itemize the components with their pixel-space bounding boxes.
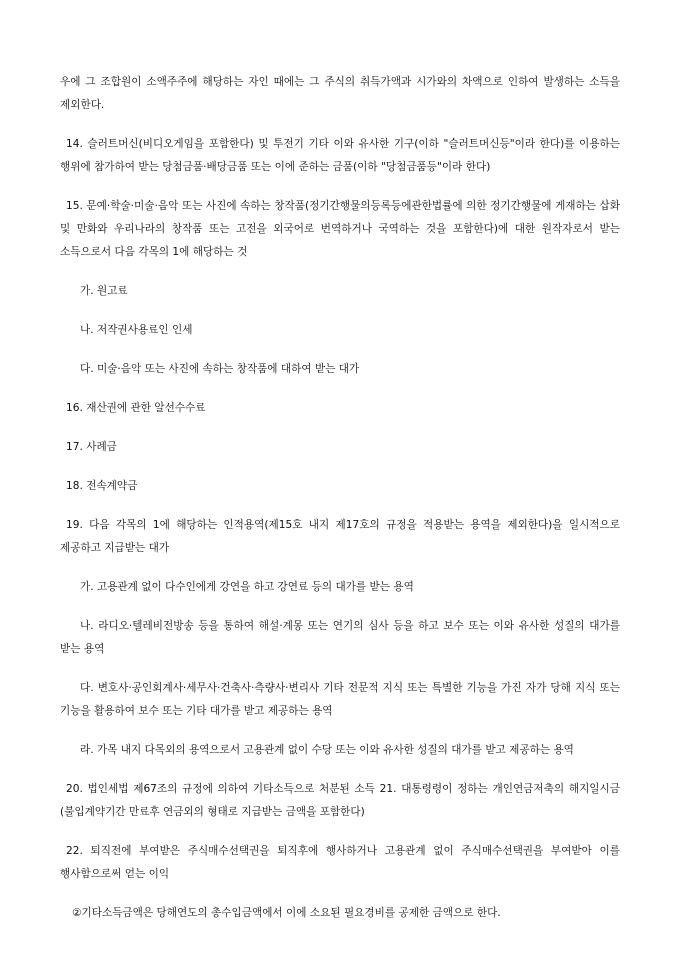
item-17: 17. 사례금: [66, 441, 117, 453]
clause-2: ②기타소득금액은 당해연도의 총수입금액에서 이에 소요된 필요경비를 공제한 금액으로 한다.: [72, 907, 501, 919]
item-15-na: 나. 저작권사용료인 인세: [80, 324, 193, 336]
item-19-ra: 라. 가목 내지 다목외의 용역으로서 고용관계 없이 수당 또는 이와 유사한 성질의 대가를 받고 제공하는 용역: [80, 744, 574, 756]
item-20-21: 20. 법인세법 제67조의 규정에 의하여 기타소득으로 처분된 소득 21. 대통령령이 정하는 개인연금저축의 해지일시금(불입계약기간 만료후 연금외의 형태로 지급받는 금액을 포함한다): [60, 783, 620, 818]
item-14: 14. 슬러트머신(비디오게임을 포함한다) 및 투전기 기타 이와 유사한 기구(이하 "슬러트머신등"이라 한다)를 이용하는 행위에 참가하여 받는 당첨금품·배당금품 또는 이에 준하는 금품(이하 "당첨금품등"이라 한다): [60, 138, 620, 173]
item-19-ga: 가. 고용관계 없이 다수인에게 강연을 하고 강연료 등의 대가를 받는 용역: [80, 581, 414, 593]
item-18: 18. 전속계약금: [66, 480, 138, 492]
item-15: 15. 문예·학술·미술·음악 또는 사진에 속하는 창작품(정기간행물의등록등에관한법률에 의한 정기간행물에 게재하는 삽화 및 만화와 우리나라의 창작품 또는 고전을 외국어로 번역하거나 국역하는 것을 포함한다)에 대한 원작자로서 받는 소득으로서 다음 각목의 1에 해당하는 것: [60, 200, 620, 258]
item-16: 16. 재산권에 관한 알선수수료: [66, 402, 206, 414]
item-19-na: 나. 라디오·텔레비전방송 등을 통하여 해설·계몽 또는 연기의 심사 등을 하고 보수 또는 이와 유사한 성질의 대가를 받는 용역: [60, 620, 620, 655]
item-22: 22. 퇴직전에 부여받은 주식매수선택권을 퇴직후에 행사하거나 고용관계 없이 주식매수선택권을 부여받아 이를 행사함으로써 얻는 이익: [60, 845, 620, 880]
item-15-ga: 가. 원고료: [80, 285, 128, 297]
item-15-da: 다. 미술·음악 또는 사진에 속하는 창작품에 대하여 받는 대가: [80, 363, 360, 375]
item-19: 19. 다음 각목의 1에 해당하는 인적용역(제15호 내지 제17호의 규정을 적용받는 용역을 제외한다)을 일시적으로 제공하고 지급받는 대가: [60, 519, 620, 554]
item-19-da: 다. 변호사·공인회계사·세무사·건축사·측량사·변리사 기타 전문적 지식 또는 특별한 기능을 가진 자가 당해 지식 또는 기능을 활용하여 보수 또는 기타 대가를 받고 제공하는 용역: [60, 682, 620, 717]
paragraph-continuation: 우에 그 조합원이 소액주주에 해당하는 자인 때에는 그 주식의 취득가액과 시가와의 차액으로 인하여 발생하는 소득을 제외한다.: [60, 76, 620, 111]
